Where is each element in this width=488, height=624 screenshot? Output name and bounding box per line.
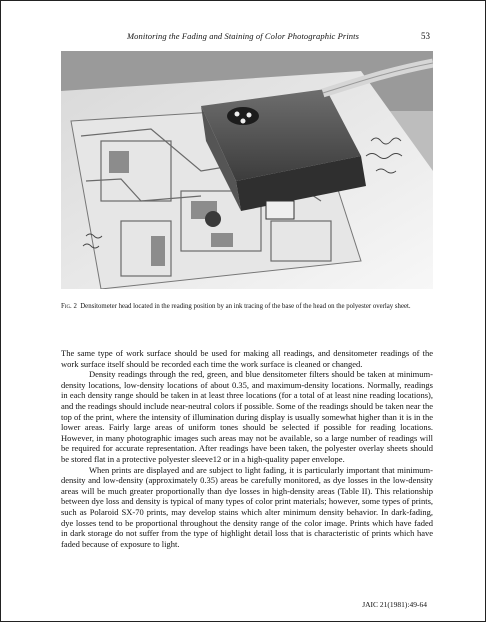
figure-label: Fig. 2: [61, 303, 77, 310]
figure-photograph: [61, 51, 433, 289]
article-body: [61, 348, 433, 549]
journal-citation: JAIC 21(1981):49-64: [362, 600, 427, 609]
figure-caption-text: Densitometer head located in the reading position by an ink tracing of the base of the head on the polyester overlay sheet.: [80, 303, 411, 310]
body-paragraph: When prints are displayed and are subject to light fading, it is particularly important that minimum-density and low-density (approximately 0.35) areas be carefully monitored, as dye losses in the low-density areas will be much greater proportionally than dye losses in high-density areas (Table II). This relationship between dye loss and density is typical of many types of color print materials; however, some types of prints, such as Polaroid SX-70 prints, may develop stains which alter minimum density behavior. In dark-fading, dye losses tend to be proportional throughout the density range of the color image. Prints which have faded in dark storage do not suffer from the type of highlight detail loss that is characteristic of prints which have faded because of exposure to light.: [61, 464, 433, 549]
body-paragraph: Density readings through the red, green, and blue densitometer filters should be taken at minimum-density locations, low-density locations of about 0.35, and maximum-density locations. Normally, readings in each density range should be taken in at least three locations (for a total of at least nine reading locations), and the readings should include near-neutral colors if possible. Some of the readings should be taken near the top of the print, where the intensity of illumination during display is usually somewhat higher than it is in the lower areas. Fairly large areas of uniform tones should be selected if possible for reading locations. However, in many photographic images such areas may not be available, so a large number of readings will be required for accurate representation. After readings have been taken, the polyester overlay sheets should be stored flat in a protective polyester sleeve12 or in a high-quality paper envelope.: [61, 369, 433, 464]
figure-caption: [61, 302, 433, 311]
densitometer-photo: [61, 51, 433, 289]
page-number: 53: [421, 31, 430, 41]
body-paragraph: The same type of work surface should be used for making all readings, and densitometer readings of the work surface itself should be recorded each time the work surface is cleaned or changed.: [61, 348, 433, 369]
running-title: Monitoring the Fading and Staining of Color Photographic Prints: [126, 31, 360, 41]
